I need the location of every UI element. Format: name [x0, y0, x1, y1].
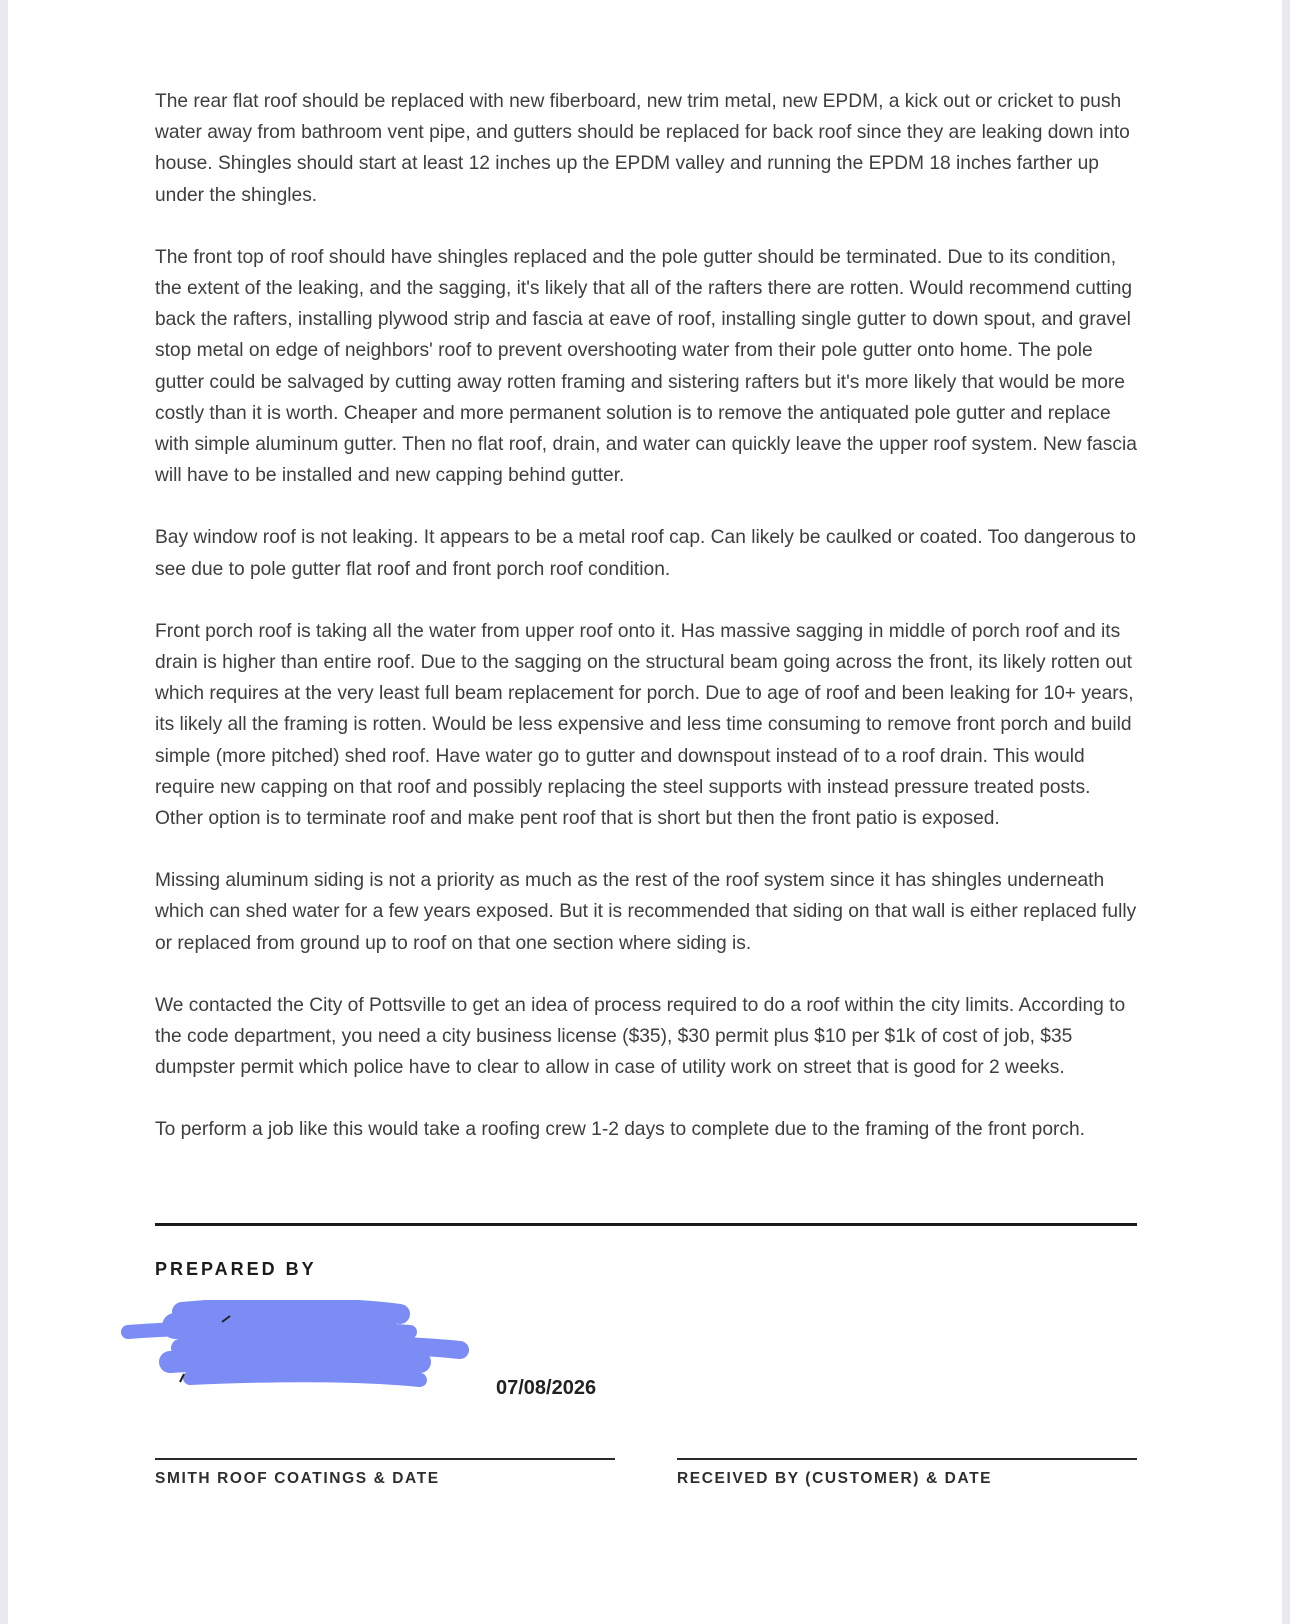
- paragraph-aluminum-siding: Missing aluminum siding is not a priority as much as the rest of the roof system since it has shingles underneath which can shed water for a few years exposed. But it is recommended that siding on that wall is either replaced fully or replaced from ground up to roof on that one section where siding is.: [155, 870, 1137, 954]
- redacted-signature: [120, 1300, 470, 1390]
- section-divider: [155, 1223, 1137, 1226]
- contractor-signature-label: SMITH ROOF COATINGS & DATE: [155, 1470, 440, 1487]
- customer-signature-label: RECEIVED BY (CUSTOMER) & DATE: [677, 1470, 993, 1487]
- prepared-date: 07/08/2026: [496, 1377, 597, 1399]
- document-body: [155, 86, 1137, 1177]
- paragraph-rear-flat-roof: The rear flat roof should be replaced with new fiberboard, new trim metal, new EPDM, a kick out or cricket to push water away from bathroom vent pipe, and gutters should be replaced for back roof since they are leaking down into house. Shingles should start at least 12 inches up the EPDM valley and running the EPDM 18 inches farther up under the shingles.: [155, 91, 1130, 206]
- paragraph-city-permits: We contacted the City of Pottsville to get an idea of process required to do a roof within the city limits. According to the code department, you need a city business license ($35), $30 permit plus $10 per $1k of cost of job, $35 dumpster permit which police have to clear to allow in case of utility work on street that is good for 2 weeks.: [155, 994, 1126, 1079]
- paragraph-front-top-roof: The front top of roof should have shingles replaced and the pole gutter should be terminated. Due to its condition, the extent of the leaking, and the sagging, it's likely that all of the rafters there are rotten. Would recommend cutting back the rafters, installing plywood strip and fascia at eave of roof, installing single gutter to down spout, and gravel stop metal on edge of neighbors' roof to prevent overshooting water from their pole gutter onto home. The pole gutter could be salvaged by cutting away rotten framing and sistering rafters but it's more likely that would be more costly than it is worth. Cheaper and more permanent solution is to remove the antiquated pole gutter and replace with simple aluminum gutter. Then no flat roof, drain, and water can quickly leave the upper roof system. New fascia will have to be installed and new capping behind gutter.: [155, 246, 1137, 487]
- paragraph-bay-window-roof: Bay window roof is not leaking. It appears to be a metal roof cap. Can likely be caulked or coated. Too dangerous to see due to pole gutter flat roof and front porch roof condition.: [155, 527, 1136, 580]
- paragraph-front-porch-roof: Front porch roof is taking all the water from upper roof onto it. Has massive sagging in middle of porch roof and its drain is higher than entire roof. Due to the sagging on the structural beam going across the front, its likely rotten out which requires at the very least full beam replacement for porch. Due to age of roof and been leaking for 10+ years, its likely all the framing is rotten. Would be less expensive and less time consuming to remove front porch and build simple (more pitched) shed roof. Have water go to gutter and downspout instead of to a roof drain. This would require new capping on that roof and possibly replacing the steel supports with instead pressure treated posts. Other option is to terminate roof and make pent roof that is short but then the front patio is exposed.: [155, 620, 1134, 830]
- prepared-by-heading: PREPARED BY: [155, 1259, 317, 1279]
- contractor-signature-line: [155, 1458, 615, 1460]
- paragraph-job-duration: To perform a job like this would take a roofing crew 1-2 days to complete due to the framing of the front porch.: [155, 1119, 1086, 1141]
- customer-signature-line: [677, 1458, 1137, 1460]
